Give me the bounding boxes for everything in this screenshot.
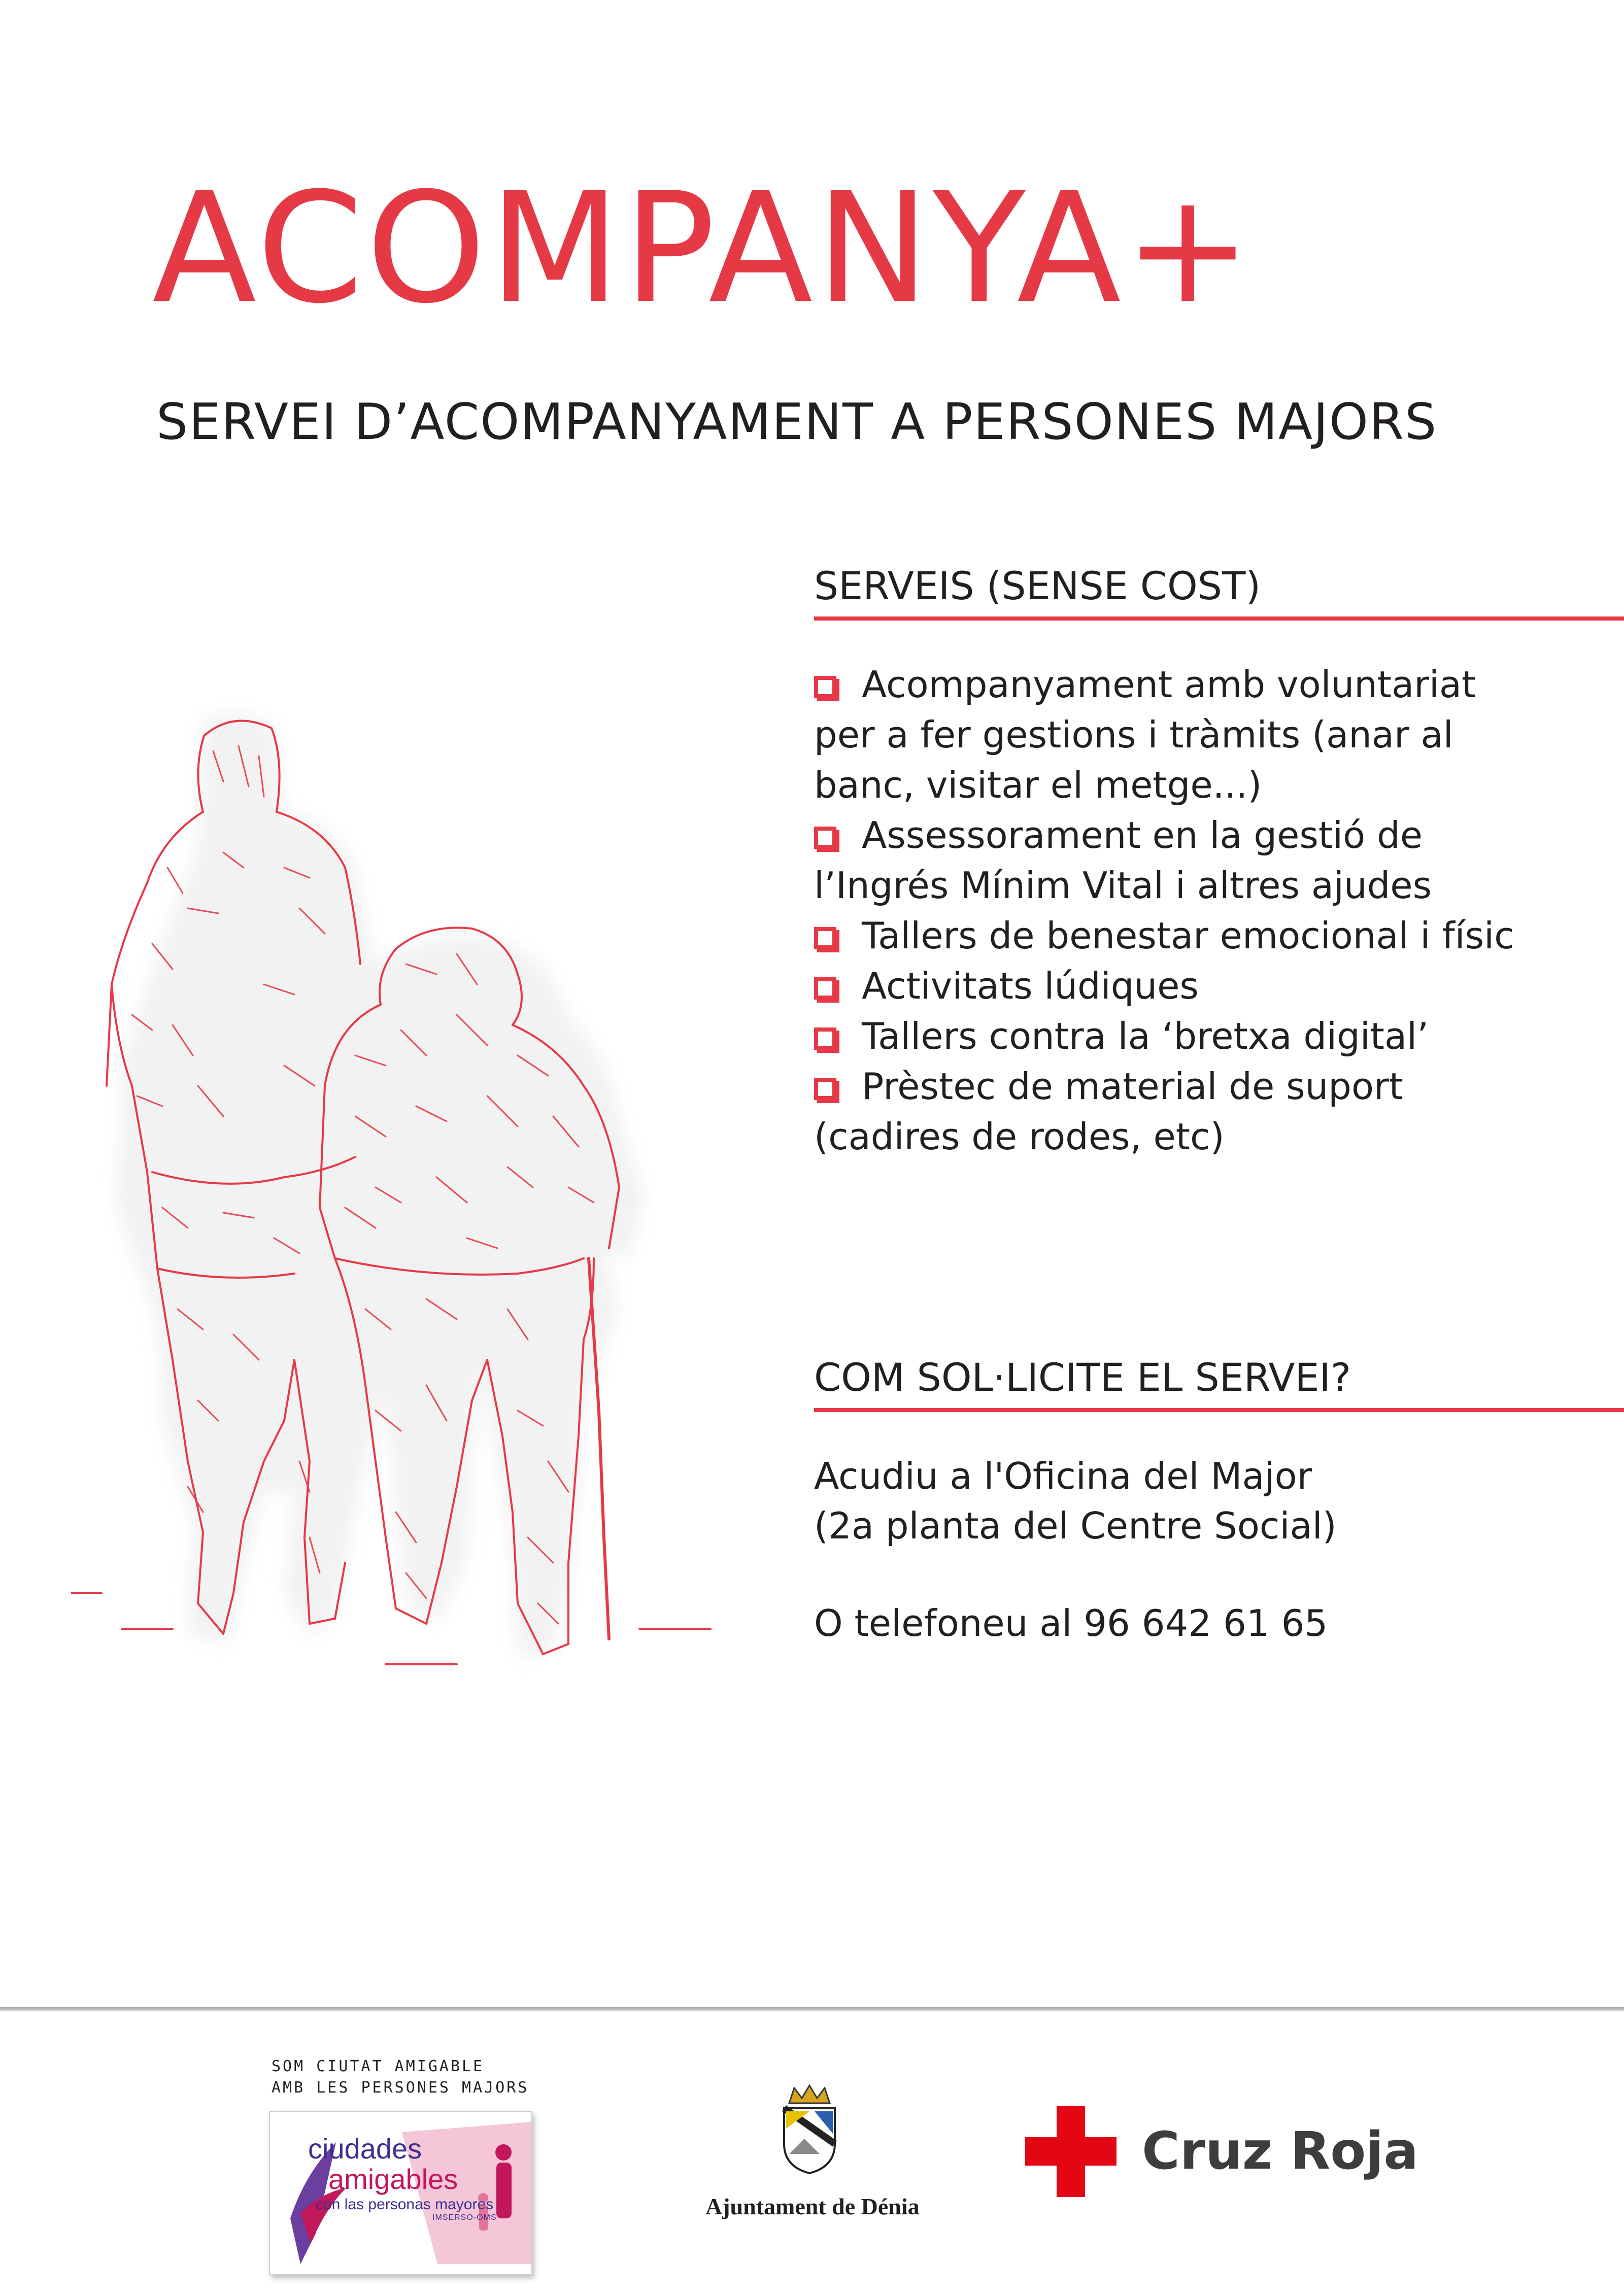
office-line-1: Acudiu a l'Oficina del Major (814, 1455, 1312, 1497)
office-info (814, 1451, 1337, 1551)
elderly-couple-illustration (71, 700, 802, 1771)
checkbox-icon (814, 676, 836, 698)
list-item: Activitats lúdiques (814, 961, 1621, 1011)
request-heading: COM SOL·LICITE EL SERVEI? (814, 1355, 1351, 1400)
red-cross-name: Cruz Roja (1142, 2121, 1419, 2181)
ciudades-amigables-logo: ciudades amigables con las personas mayores IMSERSO-OMS (269, 2111, 532, 2275)
list-item: Acompanyament amb voluntariat per a fer gestions i tràmits (anar al banc, visitar el metge...) (814, 663, 1476, 806)
list-item: Assessorament en la gestió de l’Ingrés Mínim Vital i altres ajudes (814, 814, 1432, 907)
checkbox-icon (814, 1078, 836, 1100)
checkbox-icon (814, 1027, 836, 1050)
list-item: Tallers contra la ‘bretxa digital’ (814, 1011, 1621, 1061)
red-cross-icon (1025, 2106, 1116, 2197)
city-council-name: Ajuntament de Dénia (705, 2194, 920, 2219)
checkbox-icon (814, 927, 836, 949)
page-title: ACOMPANYA+ (152, 160, 1255, 337)
city-crest-icon (779, 2083, 840, 2174)
services-list (814, 660, 1621, 1162)
checkbox-icon (814, 977, 836, 1000)
friendly-city-caption: SOM CIUTAT AMIGABLE AMB LES PERSONES MAJORS (272, 2058, 529, 2097)
services-heading: SERVEIS (SENSE COST) (814, 563, 1261, 608)
request-divider (814, 1408, 1624, 1412)
list-item: Prèstec de material de suport (cadires de rodes, etc) (814, 1065, 1403, 1158)
footer-divider (0, 2007, 1624, 2011)
page-subtitle: SERVEI D’ACOMPANYAMENT A PERSONES MAJORS (156, 393, 1438, 451)
checkbox-icon (814, 827, 836, 849)
phone-info: O telefoneu al 96 642 61 65 (814, 1602, 1328, 1644)
office-line-2: (2a planta del Centre Social) (814, 1504, 1337, 1547)
services-divider (814, 616, 1624, 621)
list-item: Tallers de benestar emocional i físic (814, 911, 1621, 961)
